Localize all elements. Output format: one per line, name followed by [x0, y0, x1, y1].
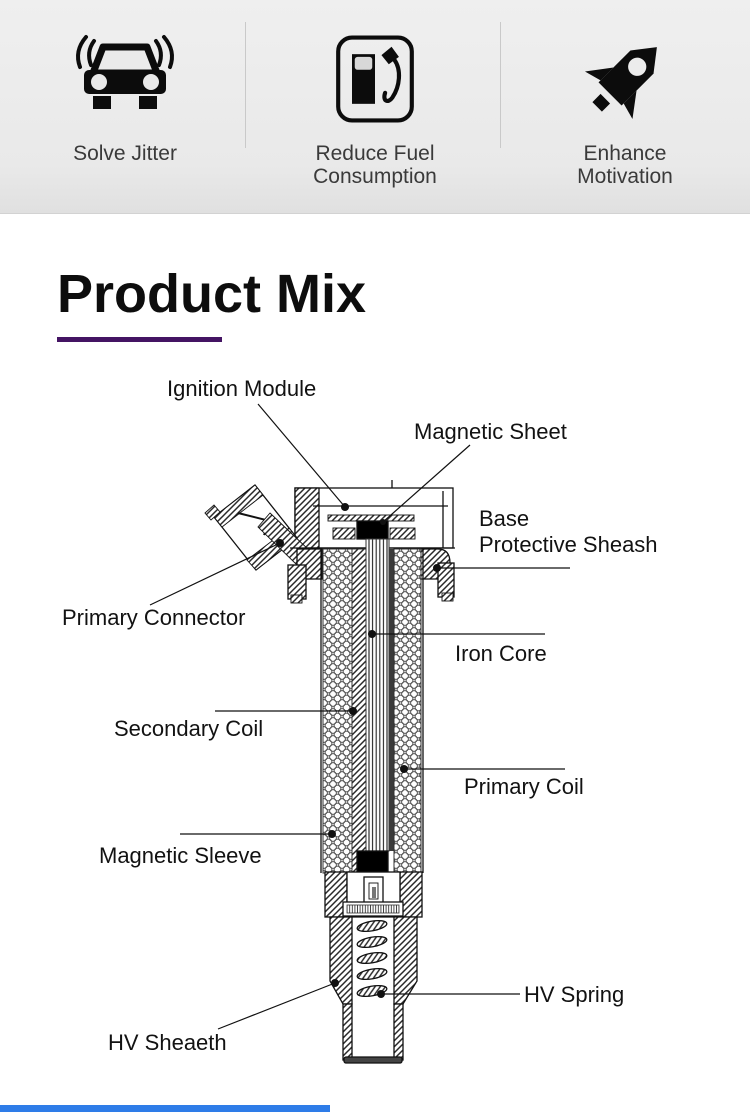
label-ignition-module: Ignition Module [167, 376, 317, 401]
feature-divider [245, 22, 246, 148]
label-secondary-coil: Secondary Coil [114, 716, 264, 741]
page-title: Product Mix [57, 264, 367, 324]
feature-reduce-fuel [250, 0, 500, 213]
feature-strip [0, 0, 750, 214]
ignition-coil-diagram [0, 342, 750, 1112]
car-icon-box [60, 28, 190, 130]
label-magnetic-sleeve: Magnetic Sleeve [99, 843, 262, 868]
label-magnetic-sheet: Magnetic Sheet [414, 419, 567, 444]
feature-enhance-motivation [500, 0, 750, 213]
section-heading [0, 214, 750, 342]
car-vibration-icon [60, 29, 190, 129]
leader-primary-connector [150, 543, 280, 605]
label-hv-spring: HV Spring [524, 982, 625, 1007]
label-hv-sheaeth: HV Sheaeth [108, 1030, 227, 1055]
label-primary-coil: Primary Coil [464, 774, 584, 799]
label-base-line2: Protective Sheash [479, 532, 658, 557]
fuel-pump-icon [329, 33, 421, 125]
leader-hv-sheaeth [218, 983, 335, 1029]
feature-label-reduce-fuel: Reduce Fuel Consumption [313, 142, 437, 188]
fuel-icon-box [329, 28, 421, 130]
coil-cross-section-drawing [0, 342, 750, 1112]
feature-solve-jitter [0, 0, 250, 213]
rocket-icon-box [577, 28, 673, 130]
feature-label-solve-jitter: Solve Jitter [73, 142, 177, 165]
feature-label-enhance-motivation: Enhance Motivation [577, 142, 673, 188]
label-primary-connector: Primary Connector [62, 605, 246, 630]
feature-divider [500, 22, 501, 148]
rocket-icon [577, 31, 673, 127]
coil-body [205, 480, 455, 1063]
label-iron-core: Iron Core [455, 641, 547, 666]
label-base-line1: Base [479, 506, 530, 531]
footer-accent-bar [0, 1105, 330, 1112]
label-base-protective-sheash [479, 506, 658, 558]
